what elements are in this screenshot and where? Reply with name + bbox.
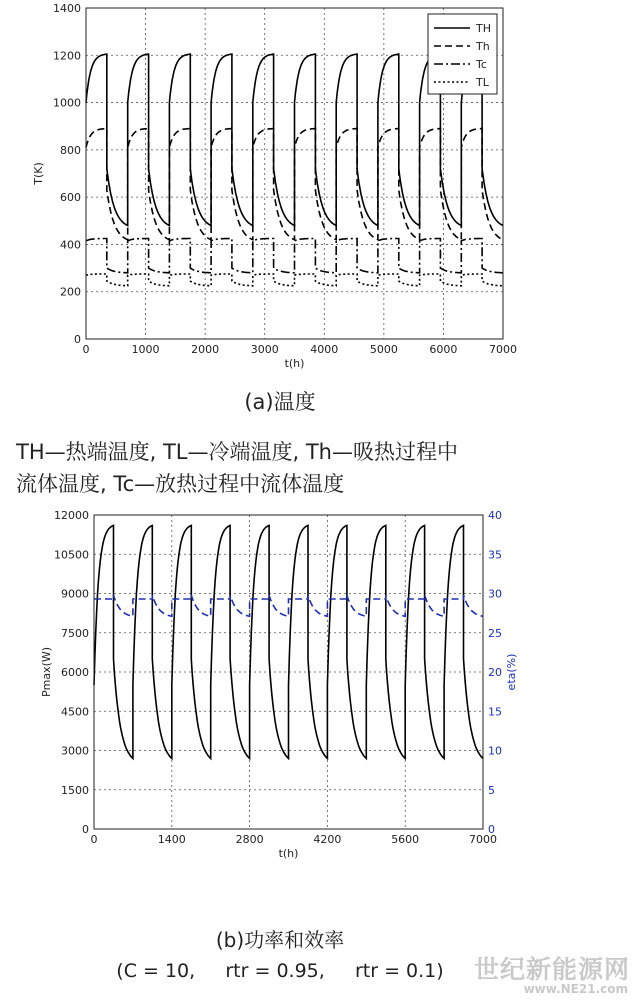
x-tick-label: 5000 — [369, 343, 398, 356]
caption-b: (b)功率和效率 — [215, 928, 345, 952]
y2-tick-label: 40 — [488, 509, 502, 522]
x-tick-label: 4000 — [310, 343, 339, 356]
x-tick-label: 1400 — [157, 833, 186, 846]
y2-tick-label: 25 — [488, 626, 502, 640]
y-tick-label: 1000 — [53, 96, 81, 110]
x-tick-label: 5600 — [391, 833, 420, 846]
x-tick-label: 4200 — [313, 833, 342, 846]
y-tick-label: 10500 — [54, 548, 89, 562]
watermark-title: 世纪新能源网 — [473, 955, 630, 984]
y-tick-label: 12000 — [54, 509, 89, 522]
y-axis-label: Pmax(W) — [40, 646, 53, 698]
x-tick-label: 3000 — [250, 343, 279, 356]
y-tick-label: 4500 — [61, 705, 89, 719]
y2-tick-label: 30 — [488, 587, 502, 601]
caption-a: (a)温度 — [244, 390, 316, 414]
x-tick-label: 0 — [90, 833, 98, 846]
x-tick-label: 2800 — [235, 833, 264, 846]
x-tick-label: 7000 — [489, 343, 517, 356]
y-tick-label: 1500 — [61, 783, 89, 797]
x-tick-label: 7000 — [469, 833, 497, 846]
y-axis-label: T(K) — [32, 162, 45, 185]
y2-tick-label: 10 — [488, 744, 502, 758]
y-tick-label: 0 — [74, 333, 81, 346]
legend-label-th: TH — [476, 22, 491, 35]
x-axis-label: t(h) — [284, 357, 305, 370]
watermark-url: www.NE21.com — [523, 982, 628, 996]
y-tick-label: 3000 — [61, 744, 89, 758]
y2-tick-label: 20 — [488, 666, 502, 679]
y-tick-label: 800 — [60, 143, 81, 157]
legend-label-tc: Tc — [476, 58, 487, 71]
x-axis-label: t(h) — [278, 847, 299, 860]
x-tick-label: 2000 — [191, 343, 220, 356]
y-tick-label: 600 — [60, 191, 81, 205]
y-tick-label: 400 — [60, 238, 81, 252]
series-line-pmax — [94, 526, 483, 759]
y2-axis-label: eta(%) — [505, 653, 518, 691]
y-tick-label: 1400 — [53, 2, 81, 15]
y-tick-label: 6000 — [61, 666, 89, 679]
y-tick-label: 7500 — [61, 626, 89, 640]
y2-tick-label: 15 — [488, 705, 502, 719]
y-tick-label: 200 — [60, 285, 81, 299]
legend-note-line1: TH—热端温度, TL—冷端温度, Th—吸热过程中 — [16, 440, 458, 464]
y2-tick-label: 0 — [488, 823, 495, 836]
y-tick-label: 0 — [82, 823, 89, 836]
legend-label-th: Th — [476, 40, 490, 53]
y-tick-label: 1200 — [53, 49, 81, 63]
y-tick-label: 9000 — [61, 587, 89, 601]
x-tick-label: 0 — [82, 343, 90, 356]
y2-tick-label: 35 — [488, 548, 502, 562]
legend-note-line2: 流体温度, Tc—放热过程中流体温度 — [16, 472, 345, 496]
x-tick-label: 1000 — [131, 343, 160, 356]
y2-tick-label: 5 — [488, 783, 495, 797]
x-tick-label: 6000 — [429, 343, 458, 356]
parameters-caption: (C = 10, rtr = 0.95, rtr = 0.1) — [116, 960, 444, 982]
legend-label-tl: TL — [476, 76, 489, 89]
